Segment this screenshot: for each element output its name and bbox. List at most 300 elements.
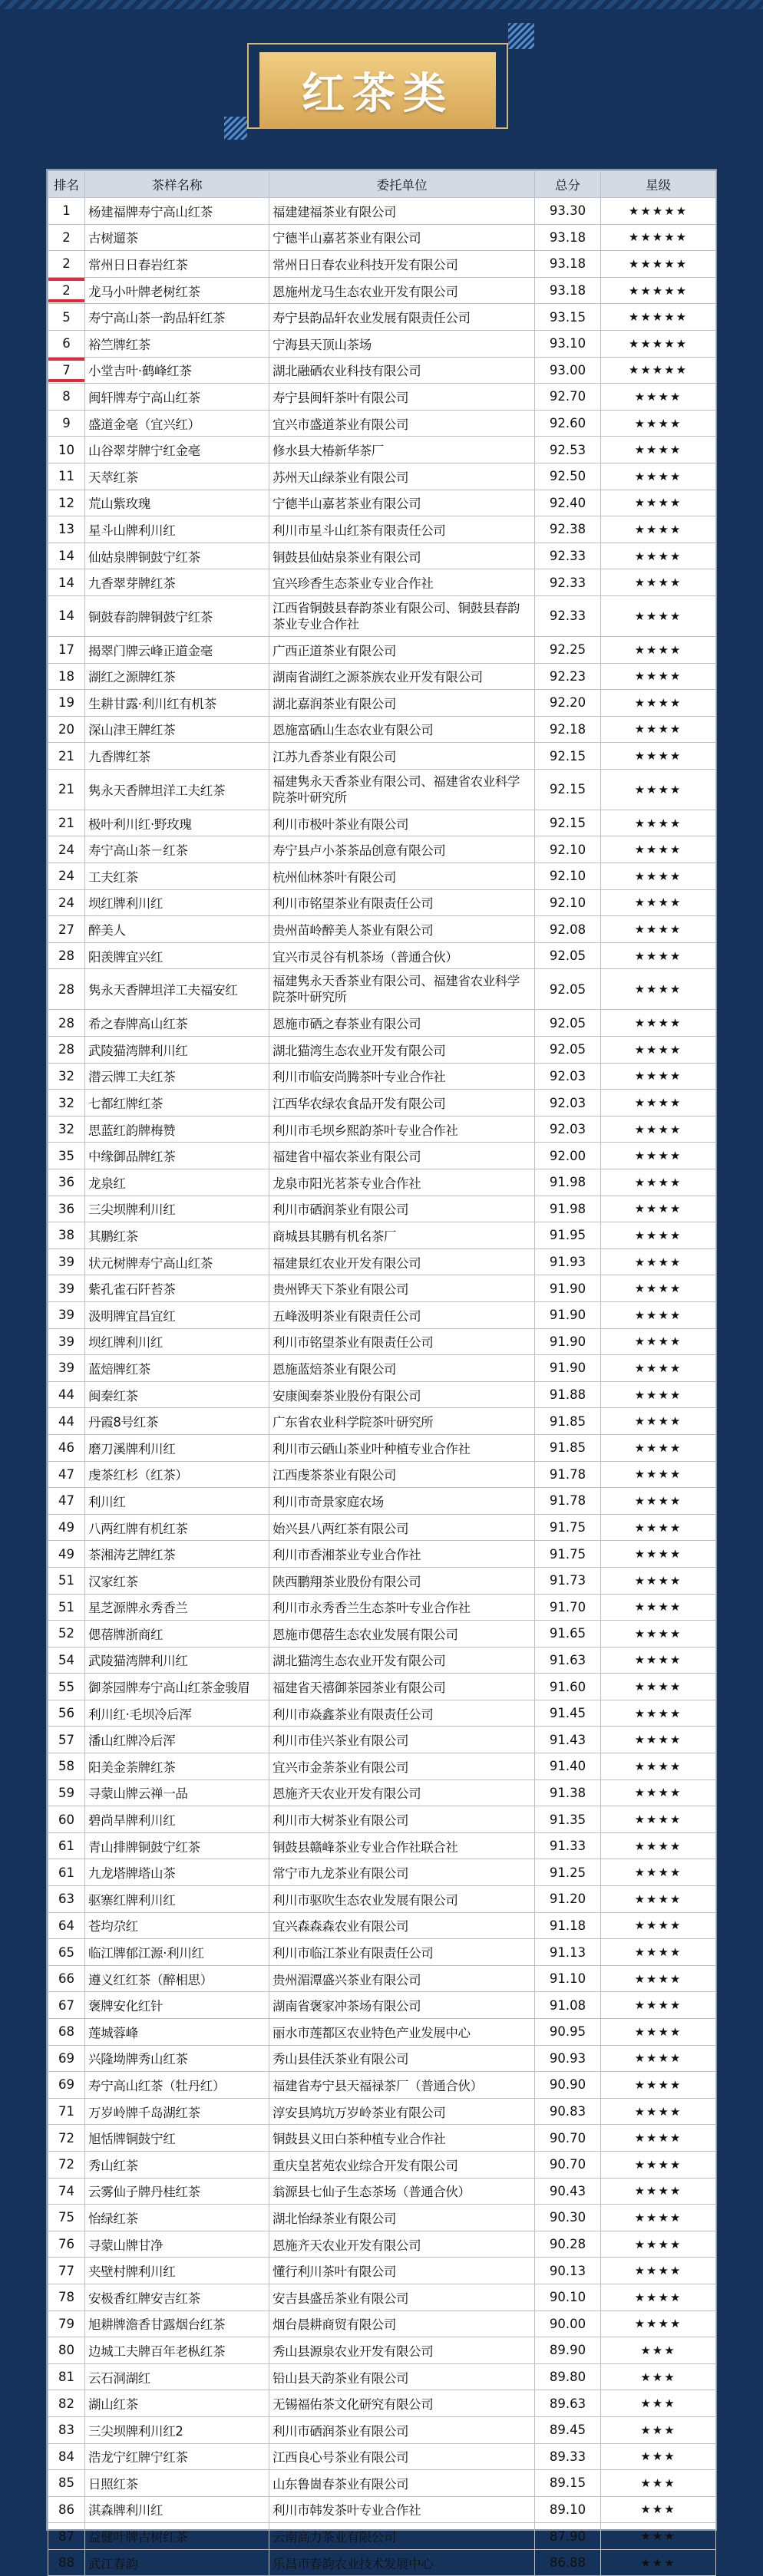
score-cell: 89.33	[535, 2443, 601, 2470]
table-row	[48, 463, 716, 490]
unit-cell: 湖北猫湾生态农业开发有限公司	[269, 1037, 535, 1064]
tea-name-cell: 九香牌红茶	[85, 743, 269, 770]
tea-name-cell: 寿宁高山茶－红茶	[85, 836, 269, 863]
table-row	[48, 889, 716, 916]
star-rating-cell: ★★★★	[601, 2178, 716, 2205]
star-rating-cell: ★★★	[601, 2416, 716, 2443]
table-header-row	[48, 171, 716, 198]
unit-cell: 宁德半山嘉茗茶业有限公司	[269, 490, 535, 516]
unit-cell: 铜鼓县义田白茶种植专业合作社	[269, 2125, 535, 2152]
score-cell: 92.05	[535, 942, 601, 969]
score-cell: 92.08	[535, 916, 601, 943]
rank-cell: 44	[48, 1381, 85, 1408]
tea-name-cell: 其鹏红茶	[85, 1222, 269, 1249]
star-rating-cell: ★★★★	[601, 1143, 716, 1169]
unit-cell: 云南高力茶业有限公司	[269, 2523, 535, 2550]
star-rating-cell: ★★★★	[601, 1222, 716, 1249]
score-cell: 90.70	[535, 2151, 601, 2178]
tea-name-cell: 隽永天香牌坦洋工夫福安红	[85, 969, 269, 1010]
score-cell: 92.10	[535, 863, 601, 890]
table-row	[48, 357, 716, 384]
table-row	[48, 1700, 716, 1727]
star-rating-cell: ★★★★	[601, 1408, 716, 1435]
table-row	[48, 1461, 716, 1488]
table-row	[48, 1381, 716, 1408]
table-row	[48, 569, 716, 596]
rank-cell: 14	[48, 543, 85, 569]
star-rating-cell: ★★★★	[601, 1169, 716, 1196]
unit-cell: 宜兴珍香生态茶业专业合作社	[269, 569, 535, 596]
score-cell: 91.75	[535, 1514, 601, 1541]
table-row	[48, 1222, 716, 1249]
star-rating-cell: ★★★★	[601, 2072, 716, 2099]
table-row	[48, 2363, 716, 2390]
rank-cell: 66	[48, 1965, 85, 1992]
star-rating-cell: ★★★★	[601, 2045, 716, 2072]
tea-name-cell: 揭翠门牌云峰正道金毫	[85, 636, 269, 663]
rank-cell: 6	[48, 330, 85, 357]
rank-cell: 69	[48, 2072, 85, 2099]
score-cell: 91.90	[535, 1275, 601, 1302]
star-rating-cell: ★★★★	[601, 490, 716, 516]
tea-name-cell: 云雾仙子牌丹桂红茶	[85, 2178, 269, 2205]
rank-cell: 78	[48, 2284, 85, 2310]
tea-name-cell: 隽永天香牌坦洋工夫红茶	[85, 769, 269, 810]
rank-cell: 72	[48, 2151, 85, 2178]
table-row	[48, 916, 716, 943]
star-rating-cell: ★★★★	[601, 1328, 716, 1355]
tea-name-cell: 九龙塔牌塔山茶	[85, 1859, 269, 1886]
header-name: 茶样名称	[85, 171, 269, 198]
table-row	[48, 2390, 716, 2417]
score-cell: 91.85	[535, 1408, 601, 1435]
score-cell: 92.05	[535, 1010, 601, 1037]
header-unit: 委托单位	[269, 171, 535, 198]
star-rating-cell: ★★★★	[601, 1381, 716, 1408]
rank-cell: 55	[48, 1674, 85, 1700]
rank-cell: 71	[48, 2098, 85, 2125]
score-cell: 92.60	[535, 410, 601, 437]
score-cell: 92.10	[535, 889, 601, 916]
score-cell: 90.30	[535, 2205, 601, 2231]
unit-cell: 始兴县八两红茶有限公司	[269, 1514, 535, 1541]
score-cell: 92.18	[535, 716, 601, 743]
star-rating-cell: ★★★★	[601, 1806, 716, 1833]
rank-cell: 44	[48, 1408, 85, 1435]
table-row	[48, 1143, 716, 1169]
unit-cell: 利川市极叶茶业有限公司	[269, 810, 535, 836]
rank-cell: 47	[48, 1488, 85, 1515]
tea-name-cell: 寿宁高山茶一韵品轩红茶	[85, 304, 269, 331]
unit-cell: 利川市焱鑫茶业有限责任公司	[269, 1700, 535, 1727]
table-row	[48, 1434, 716, 1461]
star-rating-cell: ★★★★	[601, 1939, 716, 1966]
rank-cell: 13	[48, 516, 85, 543]
star-rating-cell: ★★★★	[601, 1912, 716, 1939]
tea-name-cell: 丹霞8号红茶	[85, 1408, 269, 1435]
unit-cell: 恩施齐天农业开发有限公司	[269, 1779, 535, 1806]
table-row	[48, 1965, 716, 1992]
score-cell: 90.00	[535, 2310, 601, 2337]
rank-cell: 10	[48, 437, 85, 463]
rank-cell: 21	[48, 810, 85, 836]
score-cell: 91.70	[535, 1594, 601, 1621]
star-rating-cell: ★★★★	[601, 1753, 716, 1780]
unit-cell: 恩施富硒山生态农业有限公司	[269, 716, 535, 743]
star-rating-cell: ★★★★★	[601, 251, 716, 278]
star-rating-cell: ★★★★	[601, 769, 716, 810]
unit-cell: 福建隽永天香茶业有限公司、福建省农业科学院茶叶研究所	[269, 769, 535, 810]
unit-cell: 秀山县源泉农业开发有限公司	[269, 2337, 535, 2364]
tea-name-cell: 潘山红牌冷后浑	[85, 1727, 269, 1753]
score-cell: 91.65	[535, 1621, 601, 1648]
tea-name-cell: 三尖坝牌利川红	[85, 1196, 269, 1222]
tea-name-cell: 盛道金毫（宜兴红）	[85, 410, 269, 437]
star-rating-cell: ★★★★★	[601, 224, 716, 251]
table-row	[48, 516, 716, 543]
score-cell: 92.38	[535, 516, 601, 543]
tea-name-cell: 磨刀溪牌利川红	[85, 1434, 269, 1461]
rank-cell: 12	[48, 490, 85, 516]
star-rating-cell: ★★★★	[601, 942, 716, 969]
table-row	[48, 1010, 716, 1037]
tea-name-cell: 苍均尕红	[85, 1912, 269, 1939]
rank-cell: 35	[48, 1143, 85, 1169]
table-row	[48, 2045, 716, 2072]
score-cell: 92.50	[535, 463, 601, 490]
rank-cell: 51	[48, 1594, 85, 1621]
rank-cell: 51	[48, 1567, 85, 1594]
score-cell: 90.43	[535, 2178, 601, 2205]
unit-cell: 福建省中福农茶业有限公司	[269, 1143, 535, 1169]
table-row	[48, 198, 716, 225]
rank-cell: 61	[48, 1859, 85, 1886]
score-cell: 92.40	[535, 490, 601, 516]
score-cell: 91.13	[535, 1939, 601, 1966]
star-rating-cell: ★★★★	[601, 1727, 716, 1753]
unit-cell: 贵州苗岭醉美人茶业有限公司	[269, 916, 535, 943]
unit-cell: 寿宁县韵品轩农业发展有限责任公司	[269, 304, 535, 331]
tea-name-cell: 武江春韵	[85, 2549, 269, 2576]
score-cell: 89.90	[535, 2337, 601, 2364]
table-row	[48, 1196, 716, 1222]
table-row	[48, 1328, 716, 1355]
star-rating-cell: ★★★★	[601, 969, 716, 1010]
rank-cell: 28	[48, 1010, 85, 1037]
rank-cell: 14	[48, 595, 85, 636]
score-cell: 91.85	[535, 1434, 601, 1461]
table-row	[48, 2098, 716, 2125]
rank-cell: 38	[48, 1222, 85, 1249]
rank-cell: 2	[48, 251, 85, 278]
score-cell: 89.63	[535, 2390, 601, 2417]
score-cell: 91.75	[535, 1541, 601, 1568]
score-cell: 92.20	[535, 690, 601, 717]
score-cell: 91.45	[535, 1700, 601, 1727]
table-row	[48, 2231, 716, 2258]
unit-cell: 利川市韩发茶叶专业合作社	[269, 2496, 535, 2523]
star-rating-cell: ★★★★	[601, 1594, 716, 1621]
score-cell: 89.80	[535, 2363, 601, 2390]
rank-cell: 49	[48, 1541, 85, 1568]
tea-name-cell: 褒牌安化红针	[85, 1992, 269, 2019]
tea-name-cell: 安极香红牌安吉红茶	[85, 2284, 269, 2310]
rank-cell: 83	[48, 2416, 85, 2443]
rank-cell: 49	[48, 1514, 85, 1541]
rank-cell: 80	[48, 2337, 85, 2364]
table-row	[48, 1859, 716, 1886]
score-cell: 93.10	[535, 330, 601, 357]
table-row	[48, 2284, 716, 2310]
star-rating-cell: ★★★★	[601, 1779, 716, 1806]
score-cell: 91.88	[535, 1381, 601, 1408]
tea-name-cell: 青山排牌铜鼓宁红茶	[85, 1832, 269, 1859]
table-row	[48, 2205, 716, 2231]
star-rating-cell: ★★★★	[601, 1116, 716, 1143]
star-rating-cell: ★★★★	[601, 1488, 716, 1515]
star-rating-cell: ★★★★	[601, 2151, 716, 2178]
table-row	[48, 2523, 716, 2550]
table-row	[48, 1594, 716, 1621]
tea-name-cell: 荒山紫玫瑰	[85, 490, 269, 516]
score-cell: 91.78	[535, 1461, 601, 1488]
rank-cell: 57	[48, 1727, 85, 1753]
tea-name-cell: 寿宁高山红茶（牡丹红）	[85, 2072, 269, 2099]
tea-name-cell: 汲明牌宜昌宜红	[85, 1301, 269, 1328]
tea-name-cell: 龙马小叶牌老树红茶	[85, 277, 269, 304]
tea-name-cell: 裕竺牌红茶	[85, 330, 269, 357]
score-cell: 90.28	[535, 2231, 601, 2258]
tea-name-cell: 中缘御品牌红茶	[85, 1143, 269, 1169]
rank-cell: 46	[48, 1434, 85, 1461]
star-rating-cell: ★★★★	[601, 2231, 716, 2258]
tea-name-cell: 云石洞湖红	[85, 2363, 269, 2390]
score-cell: 93.30	[535, 198, 601, 225]
table-row	[48, 2125, 716, 2152]
tea-name-cell: 怡绿红茶	[85, 2205, 269, 2231]
score-cell: 89.45	[535, 2416, 601, 2443]
ranking-table	[46, 169, 717, 2571]
star-rating-cell: ★★★★	[601, 743, 716, 770]
unit-cell: 利川市驱吹生态农业发展有限公司	[269, 1886, 535, 1913]
score-cell: 93.00	[535, 357, 601, 384]
star-rating-cell: ★★★★	[601, 1275, 716, 1302]
tea-name-cell: 汉家红茶	[85, 1567, 269, 1594]
tea-name-cell: 小堂吉叶·鹤峰红茶	[85, 357, 269, 384]
title-banner	[247, 43, 508, 135]
rank-cell: 81	[48, 2363, 85, 2390]
rank-cell: 24	[48, 863, 85, 890]
star-rating-cell: ★★★	[601, 2470, 716, 2497]
rank-cell: 2	[48, 277, 85, 304]
unit-cell: 湖南省褒家冲茶场有限公司	[269, 1992, 535, 2019]
star-rating-cell: ★★★★	[601, 463, 716, 490]
score-cell: 91.33	[535, 1832, 601, 1859]
star-rating-cell: ★★★★	[601, 663, 716, 690]
rank-cell: 64	[48, 1912, 85, 1939]
table-row	[48, 1063, 716, 1090]
table-row	[48, 1992, 716, 2019]
rank-cell: 54	[48, 1647, 85, 1674]
score-cell: 92.00	[535, 1143, 601, 1169]
star-rating-cell: ★★★★	[601, 863, 716, 890]
score-cell: 92.10	[535, 836, 601, 863]
star-rating-cell: ★★★★	[601, 1248, 716, 1275]
tea-name-cell: 虔茶红杉（红茶）	[85, 1461, 269, 1488]
table-row	[48, 410, 716, 437]
tea-name-cell: 兴隆坳牌秀山红茶	[85, 2045, 269, 2072]
table-row	[48, 690, 716, 717]
unit-cell: 陕西鹏翔茶业股份有限公司	[269, 1567, 535, 1594]
unit-cell: 利川市铭望茶业有限责任公司	[269, 889, 535, 916]
unit-cell: 利川市永秀香兰生态茶叶专业合作社	[269, 1594, 535, 1621]
star-rating-cell: ★★★★	[601, 1434, 716, 1461]
score-cell: 93.15	[535, 304, 601, 331]
star-rating-cell: ★★★	[601, 2443, 716, 2470]
unit-cell: 龙泉市阳光茗茶专业合作社	[269, 1169, 535, 1196]
tea-name-cell: 坝红牌利川红	[85, 889, 269, 916]
rank-cell: 84	[48, 2443, 85, 2470]
score-cell: 91.98	[535, 1169, 601, 1196]
rank-cell: 74	[48, 2178, 85, 2205]
unit-cell: 宜兴市金荼茶业有限公司	[269, 1753, 535, 1780]
table-row	[48, 1912, 716, 1939]
rank-cell: 86	[48, 2496, 85, 2523]
rank-cell: 39	[48, 1275, 85, 1302]
table-row	[48, 490, 716, 516]
unit-cell: 利川市香湘茶业专业合作社	[269, 1541, 535, 1568]
table-row	[48, 224, 716, 251]
unit-cell: 淳安县鸠坑万岁岭茶业有限公司	[269, 2098, 535, 2125]
header-score: 总分	[535, 171, 601, 198]
rank-cell: 8	[48, 384, 85, 411]
rank-cell: 18	[48, 663, 85, 690]
unit-cell: 广东省农业科学院茶叶研究所	[269, 1408, 535, 1435]
tea-name-cell: 杨建福牌寿宁高山红茶	[85, 198, 269, 225]
table-row	[48, 1832, 716, 1859]
rank-cell: 14	[48, 569, 85, 596]
tea-name-cell: 八两红牌有机红茶	[85, 1514, 269, 1541]
unit-cell: 山东鲁崮春茶业有限公司	[269, 2470, 535, 2497]
star-rating-cell: ★★★★★	[601, 357, 716, 384]
tea-name-cell: 星芝源牌永秀香兰	[85, 1594, 269, 1621]
score-cell: 91.38	[535, 1779, 601, 1806]
score-cell: 91.20	[535, 1886, 601, 1913]
rank-cell: 32	[48, 1116, 85, 1143]
table-row	[48, 2549, 716, 2576]
star-rating-cell: ★★★★	[601, 1674, 716, 1700]
score-cell: 91.95	[535, 1222, 601, 1249]
score-cell: 91.90	[535, 1355, 601, 1382]
unit-cell: 修水县大椿新华茶厂	[269, 437, 535, 463]
tea-name-cell: 万岁岭牌千岛湖红茶	[85, 2098, 269, 2125]
unit-cell: 宜兴森森森农业有限公司	[269, 1912, 535, 1939]
score-cell: 92.03	[535, 1063, 601, 1090]
unit-cell: 宁海县天顶山茶场	[269, 330, 535, 357]
star-rating-cell: ★★★★	[601, 1301, 716, 1328]
star-rating-cell: ★★★★	[601, 2125, 716, 2152]
page-title: 红茶类	[302, 69, 454, 119]
tea-name-cell: 寻蒙山牌甘净	[85, 2231, 269, 2258]
tea-name-cell: 益健叶牌古树红茶	[85, 2523, 269, 2550]
tea-name-cell: 日照红茶	[85, 2470, 269, 2497]
table-row	[48, 251, 716, 278]
unit-cell: 翁源县七仙子生态茶场（普通合伙）	[269, 2178, 535, 2205]
rank-cell: 72	[48, 2125, 85, 2152]
score-cell: 92.33	[535, 595, 601, 636]
tea-name-cell: 闽秦红茶	[85, 1381, 269, 1408]
score-cell: 91.63	[535, 1647, 601, 1674]
table-row	[48, 1674, 716, 1700]
table-row	[48, 942, 716, 969]
tea-name-cell: 铜鼓春韵牌铜鼓宁红茶	[85, 595, 269, 636]
unit-cell: 重庆皇茗苑农业综合开发有限公司	[269, 2151, 535, 2178]
star-rating-cell: ★★★★	[601, 1063, 716, 1090]
score-cell: 93.18	[535, 224, 601, 251]
tea-name-cell: 坝红牌利川红	[85, 1328, 269, 1355]
unit-cell: 常宁市九龙茶业有限公司	[269, 1859, 535, 1886]
table-row	[48, 437, 716, 463]
rank-cell: 85	[48, 2470, 85, 2497]
unit-cell: 利川市铭望茶业有限责任公司	[269, 1328, 535, 1355]
header-rank: 排名	[48, 171, 85, 198]
star-rating-cell: ★★★	[601, 2363, 716, 2390]
table-row	[48, 969, 716, 1010]
table-row	[48, 1753, 716, 1780]
unit-cell: 乐昌市春韵农业技术发展中心	[269, 2549, 535, 2576]
unit-cell: 常州日日春农业科技开发有限公司	[269, 251, 535, 278]
star-rating-cell: ★★★★	[601, 1037, 716, 1064]
unit-cell: 江西华农绿农食品开发有限公司	[269, 1090, 535, 1116]
score-cell: 93.18	[535, 277, 601, 304]
tea-name-cell: 潜云牌工夫红茶	[85, 1063, 269, 1090]
table-row	[48, 595, 716, 636]
table-row	[48, 330, 716, 357]
tea-name-cell: 九香翠芽牌红茶	[85, 569, 269, 596]
rank-cell: 36	[48, 1169, 85, 1196]
table-row	[48, 2416, 716, 2443]
table-row	[48, 2470, 716, 2497]
score-cell: 92.23	[535, 663, 601, 690]
tea-name-cell: 浩龙宁红牌宁红茶	[85, 2443, 269, 2470]
tea-name-cell: 常州日日春岩红茶	[85, 251, 269, 278]
unit-cell: 利川市奇景家庭农场	[269, 1488, 535, 1515]
unit-cell: 恩施蓝焙茶业有限公司	[269, 1355, 535, 1382]
star-rating-cell: ★★★★	[601, 636, 716, 663]
unit-cell: 宜兴市盛道茶业有限公司	[269, 410, 535, 437]
unit-cell: 利川市大树茶业有限公司	[269, 1806, 535, 1833]
rank-cell: 27	[48, 916, 85, 943]
tea-name-cell: 三尖坝牌利川红2	[85, 2416, 269, 2443]
tea-name-cell: 工夫红茶	[85, 863, 269, 890]
table-row	[48, 543, 716, 569]
score-cell: 92.25	[535, 636, 601, 663]
score-cell: 91.35	[535, 1806, 601, 1833]
title-plate	[259, 52, 496, 129]
rank-cell: 65	[48, 1939, 85, 1966]
rank-cell: 47	[48, 1461, 85, 1488]
score-cell: 89.15	[535, 2470, 601, 2497]
star-rating-cell: ★★★	[601, 2523, 716, 2550]
score-cell: 91.98	[535, 1196, 601, 1222]
table-row	[48, 1514, 716, 1541]
rank-cell: 21	[48, 769, 85, 810]
score-cell: 91.43	[535, 1727, 601, 1753]
unit-cell: 江苏九香茶业有限公司	[269, 743, 535, 770]
table-row	[48, 2310, 716, 2337]
tea-name-cell: 蓝焙牌红茶	[85, 1355, 269, 1382]
star-rating-cell: ★★★★★	[601, 277, 716, 304]
